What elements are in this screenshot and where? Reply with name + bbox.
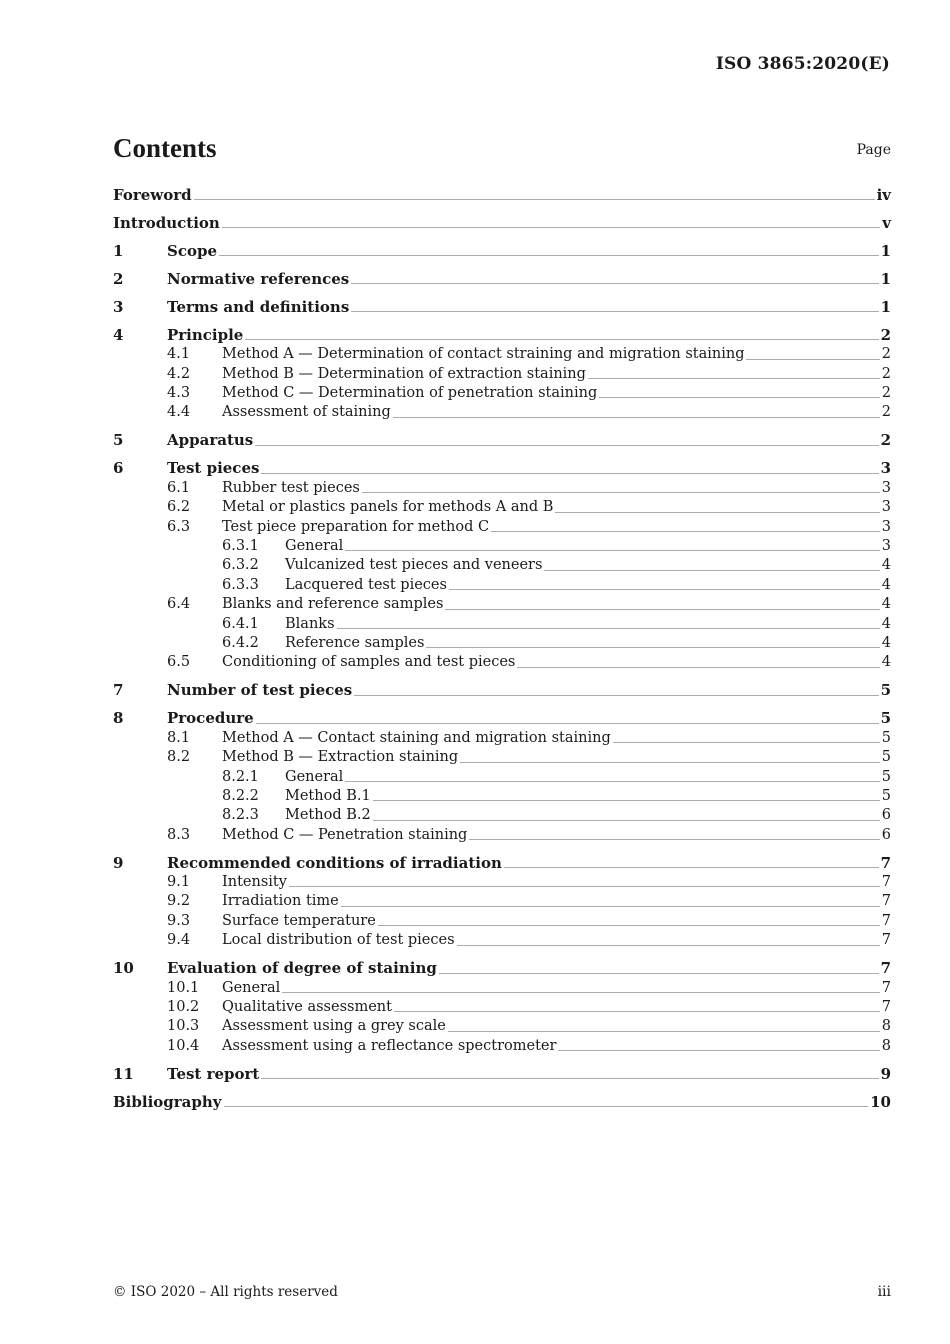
toc-entry-page: 5 xyxy=(880,681,891,700)
toc-entry[interactable] xyxy=(113,1093,891,1112)
toc-entry-title: Method B.2 xyxy=(285,807,371,824)
document-code: ISO 3865:2020(E) xyxy=(715,54,890,74)
toc-entry-number: 4.3 xyxy=(167,385,191,402)
toc-entry[interactable] xyxy=(113,459,891,478)
toc-entry-title: Lacquered test pieces xyxy=(285,576,447,593)
toc-entry-title: Method B — Extraction staining xyxy=(222,749,459,766)
contents-heading-row xyxy=(113,133,891,167)
toc-entry[interactable] xyxy=(113,912,891,931)
dot-leader xyxy=(219,255,879,256)
dot-leader xyxy=(491,531,880,532)
toc-entry[interactable] xyxy=(113,214,891,233)
dot-leader xyxy=(345,781,879,782)
dot-leader xyxy=(449,589,880,590)
dot-leader xyxy=(599,397,880,398)
toc-entry[interactable] xyxy=(113,186,891,205)
toc-entry[interactable] xyxy=(113,729,891,748)
toc-entry-page: 8 xyxy=(881,1018,891,1035)
toc-entry-title: Reference samples xyxy=(285,634,425,651)
toc-entry-page: 2 xyxy=(881,346,891,363)
toc-entry[interactable] xyxy=(113,787,891,806)
toc-entry[interactable] xyxy=(113,1037,891,1056)
toc-entry-title: Method C — Penetration staining xyxy=(222,826,468,843)
dot-leader xyxy=(393,417,880,418)
toc-entry[interactable] xyxy=(113,634,891,653)
toc-entry[interactable] xyxy=(113,298,891,317)
toc-entry-page: 2 xyxy=(880,431,891,450)
toc-entry[interactable] xyxy=(113,431,891,450)
toc-entry-page: 3 xyxy=(881,499,891,516)
toc-entry-page: 7 xyxy=(881,979,891,996)
toc-entry-number: 6.5 xyxy=(167,654,191,671)
toc-entry-page: 2 xyxy=(881,385,891,402)
page-title: Contents xyxy=(113,133,217,163)
toc-entry[interactable] xyxy=(113,384,891,403)
page-number: iii xyxy=(877,1284,891,1300)
dot-leader xyxy=(282,992,879,993)
toc-entry-title: Normative references xyxy=(167,269,350,288)
dot-leader xyxy=(351,283,878,284)
dot-leader xyxy=(373,800,880,801)
toc-entry-number: 8.2.2 xyxy=(222,787,259,804)
toc-entry-page: 9 xyxy=(880,1064,891,1083)
toc-entry-number: 7 xyxy=(113,681,124,700)
toc-entry-title: Foreword xyxy=(113,186,192,204)
toc-entry-page: 5 xyxy=(881,749,891,766)
toc-entry[interactable] xyxy=(113,498,891,517)
toc-entry-page: 10 xyxy=(870,1092,891,1111)
toc-entry-number: 6.4.2 xyxy=(222,634,259,651)
toc-entry[interactable] xyxy=(113,345,891,364)
dot-leader xyxy=(613,742,880,743)
toc-entry-page: 2 xyxy=(880,325,891,344)
toc-entry[interactable] xyxy=(113,556,891,575)
dot-leader xyxy=(255,445,878,446)
toc-entry-number: 9.3 xyxy=(167,912,191,929)
dot-leader xyxy=(746,359,879,360)
toc-entry-page: 1 xyxy=(880,269,891,288)
toc-entry-page: 1 xyxy=(880,297,891,316)
page-footer xyxy=(113,1284,891,1304)
toc-entry-number: 8.2.3 xyxy=(222,807,259,824)
toc-entry-page: iv xyxy=(876,186,891,204)
toc-entry-number: 6.2 xyxy=(167,499,191,516)
dot-leader xyxy=(354,695,878,696)
toc-entry-title: Evaluation of degree of staining xyxy=(167,959,437,978)
toc-entry[interactable] xyxy=(113,681,891,700)
toc-entry-number: 8.2 xyxy=(167,749,191,766)
toc-entry-title: Method C — Determination of penetration staining xyxy=(222,385,598,402)
dot-leader xyxy=(555,512,879,513)
toc-entry[interactable] xyxy=(113,403,891,422)
toc-entry-number: 4.4 xyxy=(167,404,191,421)
table-of-contents xyxy=(113,186,891,1112)
toc-entry-page: 5 xyxy=(881,768,891,785)
toc-entry-number: 8.1 xyxy=(167,729,191,746)
toc-entry-page: 8 xyxy=(881,1037,891,1054)
dot-leader xyxy=(448,1031,880,1032)
toc-entry-number: 9.2 xyxy=(167,893,191,910)
toc-entry[interactable] xyxy=(113,854,891,873)
toc-entry-number: 4.1 xyxy=(167,346,191,363)
toc-entry-title: Procedure xyxy=(167,709,254,728)
toc-entry-title: General xyxy=(222,979,281,996)
toc-entry-page: 2 xyxy=(881,404,891,421)
dot-leader xyxy=(261,473,878,474)
toc-entry[interactable] xyxy=(113,806,891,825)
toc-entry-page: 4 xyxy=(881,615,891,632)
toc-entry[interactable] xyxy=(113,242,891,261)
toc-entry-title: Qualitative assessment xyxy=(222,998,392,1015)
toc-entry-page: 5 xyxy=(881,787,891,804)
toc-entry-number: 9.4 xyxy=(167,932,191,949)
toc-entry[interactable] xyxy=(113,873,891,892)
toc-entry-page: 4 xyxy=(881,557,891,574)
toc-entry-title: Blanks and reference samples xyxy=(222,596,444,613)
toc-entry-number: 6.3 xyxy=(167,518,191,535)
toc-entry-page: 7 xyxy=(880,959,891,978)
toc-entry-page: 7 xyxy=(881,893,891,910)
toc-entry-page: 2 xyxy=(881,365,891,382)
dot-leader xyxy=(245,339,878,340)
toc-entry-title: Method A — Determination of contact straining and migration staining xyxy=(222,346,745,363)
toc-entry-number: 4.2 xyxy=(167,365,191,382)
dot-leader xyxy=(261,1078,878,1079)
toc-entry[interactable] xyxy=(113,998,891,1017)
toc-entry-number: 6.3.2 xyxy=(222,557,259,574)
toc-entry[interactable] xyxy=(113,576,891,595)
toc-entry-title: General xyxy=(285,768,344,785)
toc-entry-number: 4 xyxy=(113,325,124,344)
toc-entry-number: 9 xyxy=(113,853,124,872)
toc-entry-page: 4 xyxy=(881,634,891,651)
toc-entry-title: Conditioning of samples and test pieces xyxy=(222,654,516,671)
toc-entry-page: 6 xyxy=(881,807,891,824)
toc-entry-page: 4 xyxy=(881,596,891,613)
dot-leader xyxy=(256,723,879,724)
toc-entry[interactable] xyxy=(113,537,891,556)
toc-entry-title: Assessment of staining xyxy=(222,404,391,421)
toc-entry-title: Test report xyxy=(167,1064,260,1083)
toc-entry-title: Test pieces xyxy=(167,459,260,478)
dot-leader xyxy=(337,628,880,629)
dot-leader xyxy=(394,1011,880,1012)
toc-entry-number: 11 xyxy=(113,1064,134,1083)
dot-leader xyxy=(373,820,880,821)
dot-leader xyxy=(504,867,879,868)
toc-entry-title: Vulcanized test pieces and veneers xyxy=(285,557,543,574)
dot-leader xyxy=(439,973,879,974)
toc-entry-title: General xyxy=(285,538,344,555)
toc-entry-number: 6.1 xyxy=(167,479,191,496)
toc-entry-title: Surface temperature xyxy=(222,912,376,929)
toc-entry[interactable] xyxy=(113,326,891,345)
toc-entry-title: Test piece preparation for method C xyxy=(222,518,490,535)
toc-entry-page: 7 xyxy=(881,912,891,929)
toc-entry-title: Intensity xyxy=(222,874,287,891)
toc-entry-number: 6.4 xyxy=(167,596,191,613)
dot-leader xyxy=(378,925,880,926)
dot-leader xyxy=(457,945,880,946)
toc-entry-title: Assessment using a grey scale xyxy=(222,1018,446,1035)
dot-leader xyxy=(426,647,879,648)
toc-entry-title: Method B.1 xyxy=(285,787,371,804)
dot-leader xyxy=(289,886,880,887)
toc-entry-number: 6 xyxy=(113,459,124,478)
toc-entry-title: Number of test pieces xyxy=(167,681,353,700)
toc-entry-title: Bibliography xyxy=(113,1092,222,1111)
toc-entry[interactable] xyxy=(113,365,891,384)
toc-entry[interactable] xyxy=(113,709,891,728)
toc-entry-page: 3 xyxy=(881,479,891,496)
toc-entry-number: 6.4.1 xyxy=(222,615,259,632)
toc-entry[interactable] xyxy=(113,892,891,911)
dot-leader xyxy=(558,1050,879,1051)
dot-leader xyxy=(469,839,879,840)
toc-entry-title: Blanks xyxy=(285,615,335,632)
toc-entry-title: Metal or plastics panels for methods A and B xyxy=(222,499,554,516)
copyright-notice: © ISO 2020 – All rights reserved xyxy=(113,1284,338,1300)
toc-entry-title: Terms and definitions xyxy=(167,297,350,316)
toc-entry[interactable] xyxy=(113,479,891,498)
toc-entry-page: 3 xyxy=(881,518,891,535)
dot-leader xyxy=(362,492,880,493)
toc-entry-number: 8.2.1 xyxy=(222,768,259,785)
toc-entry-page: 7 xyxy=(881,874,891,891)
toc-entry[interactable] xyxy=(113,1065,891,1084)
dot-leader xyxy=(222,227,880,228)
toc-entry-page: 4 xyxy=(881,576,891,593)
toc-entry-title: Scope xyxy=(167,241,218,260)
toc-entry-title: Local distribution of test pieces xyxy=(222,932,455,949)
toc-entry[interactable] xyxy=(113,748,891,767)
dot-leader xyxy=(341,906,880,907)
toc-entry-page: 6 xyxy=(881,826,891,843)
dot-leader xyxy=(544,570,879,571)
toc-entry-title: Introduction xyxy=(113,213,220,232)
toc-entry[interactable] xyxy=(113,270,891,289)
page-column-label: Page xyxy=(856,142,891,158)
toc-entry-page: 3 xyxy=(881,538,891,555)
toc-entry-number: 10 xyxy=(113,959,134,978)
toc-entry[interactable] xyxy=(113,518,891,537)
toc-entry-title: Method A — Contact staining and migration staining xyxy=(222,729,611,746)
toc-entry-page: 5 xyxy=(881,729,891,746)
dot-leader xyxy=(517,667,879,668)
toc-entry-number: 9.1 xyxy=(167,874,191,891)
toc-entry-number: 10.3 xyxy=(167,1018,200,1035)
toc-entry-number: 1 xyxy=(113,241,124,260)
toc-entry[interactable] xyxy=(113,595,891,614)
dot-leader xyxy=(445,609,879,610)
toc-entry[interactable] xyxy=(113,653,891,672)
toc-entry-number: 5 xyxy=(113,431,124,450)
dot-leader xyxy=(351,311,878,312)
toc-entry-page: 7 xyxy=(880,853,891,872)
toc-entry-title: Assessment using a reflectance spectrometer xyxy=(222,1037,557,1054)
dot-leader xyxy=(588,378,880,379)
toc-entry[interactable] xyxy=(113,826,891,845)
toc-entry-title: Method B — Determination of extraction staining xyxy=(222,365,586,382)
toc-entry-page: 1 xyxy=(880,241,891,260)
toc-entry[interactable] xyxy=(113,768,891,787)
toc-entry-number: 8.3 xyxy=(167,826,191,843)
toc-entry-page: 4 xyxy=(881,654,891,671)
toc-entry-title: Irradiation time xyxy=(222,893,339,910)
toc-entry[interactable] xyxy=(113,931,891,950)
toc-entry-number: 10.1 xyxy=(167,979,200,996)
toc-entry[interactable] xyxy=(113,615,891,634)
toc-entry-number: 6.3.3 xyxy=(222,576,259,593)
toc-entry-title: Recommended conditions of irradiation xyxy=(167,853,502,872)
toc-entry-page: 3 xyxy=(880,459,891,478)
dot-leader xyxy=(345,550,879,551)
toc-entry-page: 5 xyxy=(880,709,891,728)
dot-leader xyxy=(460,762,880,763)
toc-entry[interactable] xyxy=(113,959,891,978)
toc-entry-title: Principle xyxy=(167,325,244,344)
dot-leader xyxy=(224,1106,869,1107)
toc-entry[interactable] xyxy=(113,1017,891,1036)
toc-entry-number: 8 xyxy=(113,709,124,728)
toc-entry-page: 7 xyxy=(881,998,891,1015)
toc-entry-title: Rubber test pieces xyxy=(222,479,360,496)
toc-entry[interactable] xyxy=(113,979,891,998)
toc-entry-page: 7 xyxy=(881,932,891,949)
toc-entry-number: 10.4 xyxy=(167,1037,200,1054)
toc-entry-number: 10.2 xyxy=(167,998,200,1015)
toc-entry-number: 2 xyxy=(113,269,124,288)
toc-entry-number: 6.3.1 xyxy=(222,538,259,555)
dot-leader xyxy=(194,199,875,200)
toc-entry-title: Apparatus xyxy=(167,431,254,450)
toc-entry-page: v xyxy=(882,213,891,232)
toc-entry-number: 3 xyxy=(113,297,124,316)
